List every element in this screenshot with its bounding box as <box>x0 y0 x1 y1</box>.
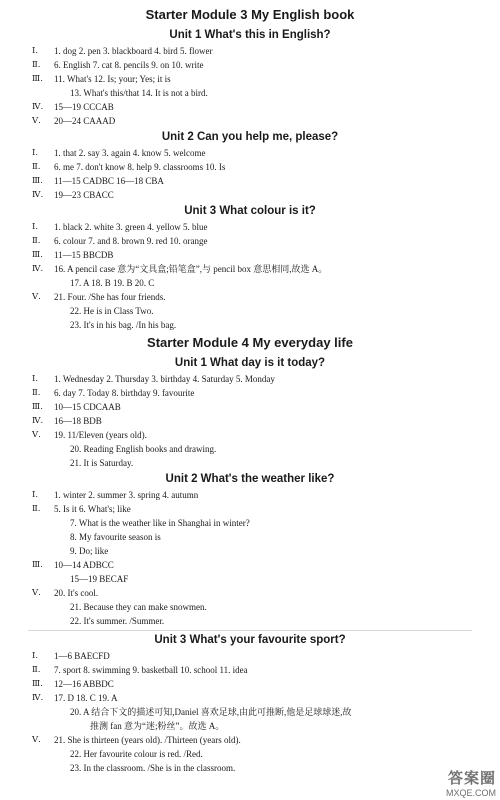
question-group-number: Ⅰ. <box>32 148 39 158</box>
answer-line <box>0 174 500 188</box>
unit-title: Unit 2 What's the weather like? <box>165 473 335 485</box>
answer-text: 15—19 BECAF <box>70 574 129 584</box>
answer-line <box>0 428 500 442</box>
answer-text: 7. sport 8. swimming 9. basketball 10. school 11. idea <box>54 665 248 675</box>
answer-text: 11—15 CADBC 16—18 CBA <box>54 176 164 186</box>
question-group-number: Ⅱ. <box>32 504 41 514</box>
answer-text: 22. It's summer. /Summer. <box>70 616 165 626</box>
answer-text: 15—19 CCCAB <box>54 102 114 112</box>
answer-text: 6. day 7. Today 8. birthday 9. favourite <box>54 388 195 398</box>
answer-line <box>0 733 500 747</box>
answer-text: 5. Is it 6. What's; like <box>54 504 131 514</box>
answer-text: 13. What's this/that 14. It is not a bird. <box>70 88 208 98</box>
answer-text: 21. Four. /She has four friends. <box>54 292 166 302</box>
module-title: Starter Module 4 My everyday life <box>147 335 353 350</box>
unit-title: Unit 3 What colour is it? <box>184 205 316 217</box>
question-group-number: Ⅲ. <box>32 74 43 84</box>
answer-line <box>0 188 500 202</box>
answer-line <box>0 456 500 470</box>
answer-line <box>0 572 500 586</box>
question-group-number: Ⅴ. <box>32 588 41 598</box>
question-group-number: Ⅱ. <box>32 665 41 675</box>
answer-text: 11—15 BBCDB <box>54 250 114 260</box>
answer-text: 22. Her favourite colour is red. /Red. <box>70 749 203 759</box>
answer-text: 16—18 BDB <box>54 416 102 426</box>
question-group-number: Ⅰ. <box>32 490 39 500</box>
answer-line <box>0 614 500 628</box>
answer-text: 1. black 2. white 3. green 4. yellow 5. blue <box>54 222 208 232</box>
answer-line <box>0 304 500 318</box>
answer-text: 23. In the classroom. /She is in the classroom. <box>70 763 236 773</box>
answer-text: 推测 fan 意为“迷;粉丝”。故选 A。 <box>90 721 225 731</box>
answer-line <box>0 44 500 58</box>
answer-text: 20. Reading English books and drawing. <box>70 444 217 454</box>
answer-text: 21. It is Saturday. <box>70 458 134 468</box>
answer-line <box>0 290 500 304</box>
answer-text: 19. 11/Eleven (years old). <box>54 430 147 440</box>
answer-text: 11. What's 12. Is; your; Yes; it is <box>54 74 171 84</box>
answer-line <box>0 747 500 761</box>
answer-line <box>0 719 500 733</box>
question-group-number: Ⅲ. <box>32 560 43 570</box>
question-group-number: Ⅱ. <box>32 388 41 398</box>
answer-text: 22. He is in Class Two. <box>70 306 154 316</box>
answer-text: 16. A pencil case 意为“文具盒;铅笔盒”,与 pencil box 意思相同,故选 A。 <box>54 264 328 274</box>
answer-line <box>0 530 500 544</box>
answer-text: 1. Wednesday 2. Thursday 3. birthday 4. Saturday 5. Monday <box>54 374 275 384</box>
question-group-number: Ⅱ. <box>32 60 41 70</box>
answer-text: 17. D 18. C 19. A <box>54 693 118 703</box>
answer-line <box>0 414 500 428</box>
answer-text: 20. It's cool. <box>54 588 99 598</box>
module-title: Starter Module 3 My English book <box>145 7 355 22</box>
answer-line <box>0 318 500 332</box>
answer-line <box>0 516 500 530</box>
question-group-number: Ⅲ. <box>32 250 43 260</box>
answer-line <box>0 544 500 558</box>
question-group-number: Ⅴ. <box>32 292 41 302</box>
question-group-number: Ⅲ. <box>32 679 43 689</box>
answer-text: 20. A 结合下文的描述可知,Daniel 喜欢足球,由此可推断,他是足球球迷,故 <box>70 707 352 717</box>
answer-line <box>0 691 500 705</box>
question-group-number: Ⅱ. <box>32 236 41 246</box>
answer-text: 1—6 BAECFD <box>54 651 110 661</box>
question-group-number: Ⅴ. <box>32 116 41 126</box>
answer-text: 1. that 2. say 3. again 4. know 5. welcome <box>54 148 206 158</box>
answer-text: 6. me 7. don't know 8. help 9. classrooms 10. Is <box>54 162 226 172</box>
answer-line <box>0 372 500 386</box>
question-group-number: Ⅰ. <box>32 222 39 232</box>
answer-text: 20—24 CAAAD <box>54 116 116 126</box>
question-group-number: Ⅳ. <box>32 102 44 112</box>
answer-line <box>0 72 500 86</box>
answer-text: 7. What is the weather like in Shanghai in winter? <box>70 518 250 528</box>
answer-line <box>0 400 500 414</box>
answer-text: 17. A 18. B 19. B 20. C <box>70 278 155 288</box>
answer-text: 19—23 CBACC <box>54 190 114 200</box>
unit-title: Unit 1 What day is it today? <box>174 357 326 369</box>
answer-line <box>0 649 500 663</box>
answer-line <box>0 86 500 100</box>
answer-text: 12—16 ABBDC <box>54 679 114 689</box>
answer-text: 1. winter 2. summer 3. spring 4. autumn <box>54 490 199 500</box>
answer-line <box>0 58 500 72</box>
question-group-number: Ⅳ. <box>32 416 44 426</box>
watermark <box>446 767 496 798</box>
answer-text: 8. My favourite season is <box>70 532 161 542</box>
answer-line <box>0 677 500 691</box>
answer-text: 23. It's in his bag. /In his bag. <box>70 320 177 330</box>
answer-text: 21. Because they can make snowmen. <box>70 602 207 612</box>
answer-line <box>0 663 500 677</box>
watermark-logo: 答案圈 <box>447 770 496 787</box>
answer-text: 1. dog 2. pen 3. blackboard 4. bird 5. flower <box>54 46 213 56</box>
answer-line <box>0 488 500 502</box>
answer-line <box>0 761 500 775</box>
question-group-number: Ⅳ. <box>32 693 44 703</box>
question-group-number: Ⅲ. <box>32 176 43 186</box>
watermark-url: MXQE.COM <box>445 788 496 798</box>
answer-text: 21. She is thirteen (years old). /Thirteen (years old). <box>54 735 241 745</box>
answer-line <box>0 586 500 600</box>
answer-text: 9. Do; like <box>70 546 109 556</box>
question-group-number: Ⅲ. <box>32 402 43 412</box>
question-group-number: Ⅰ. <box>32 374 39 384</box>
answer-line <box>0 558 500 572</box>
question-group-number: Ⅳ. <box>32 190 44 200</box>
question-group-number: Ⅴ. <box>32 430 41 440</box>
answer-line <box>0 705 500 719</box>
answer-line <box>0 146 500 160</box>
answer-line <box>0 248 500 262</box>
answer-line <box>0 502 500 516</box>
answer-line <box>0 600 500 614</box>
question-group-number: Ⅱ. <box>32 162 41 172</box>
unit-title: Unit 2 Can you help me, please? <box>161 131 339 143</box>
answer-text: 10—15 CDCAAB <box>54 402 121 412</box>
question-group-number: Ⅰ. <box>32 46 39 56</box>
answer-line <box>0 386 500 400</box>
unit-title: Unit 1 What's this in English? <box>169 29 331 41</box>
answer-text: 6. colour 7. and 8. brown 9. red 10. orange <box>54 236 208 246</box>
answer-line <box>0 442 500 456</box>
answer-line <box>0 114 500 128</box>
answer-line <box>0 234 500 248</box>
question-group-number: Ⅴ. <box>32 735 41 745</box>
answer-line <box>0 276 500 290</box>
answer-line <box>0 100 500 114</box>
question-group-number: Ⅰ. <box>32 651 39 661</box>
answer-text: 10—14 ADBCC <box>54 560 114 570</box>
unit-title: Unit 3 What's your favourite sport? <box>154 634 346 646</box>
question-group-number: Ⅳ. <box>32 264 44 274</box>
answer-line <box>0 220 500 234</box>
answer-text: 6. English 7. cat 8. pencils 9. on 10. write <box>54 60 204 70</box>
answer-line <box>0 160 500 174</box>
answer-line <box>0 262 500 276</box>
